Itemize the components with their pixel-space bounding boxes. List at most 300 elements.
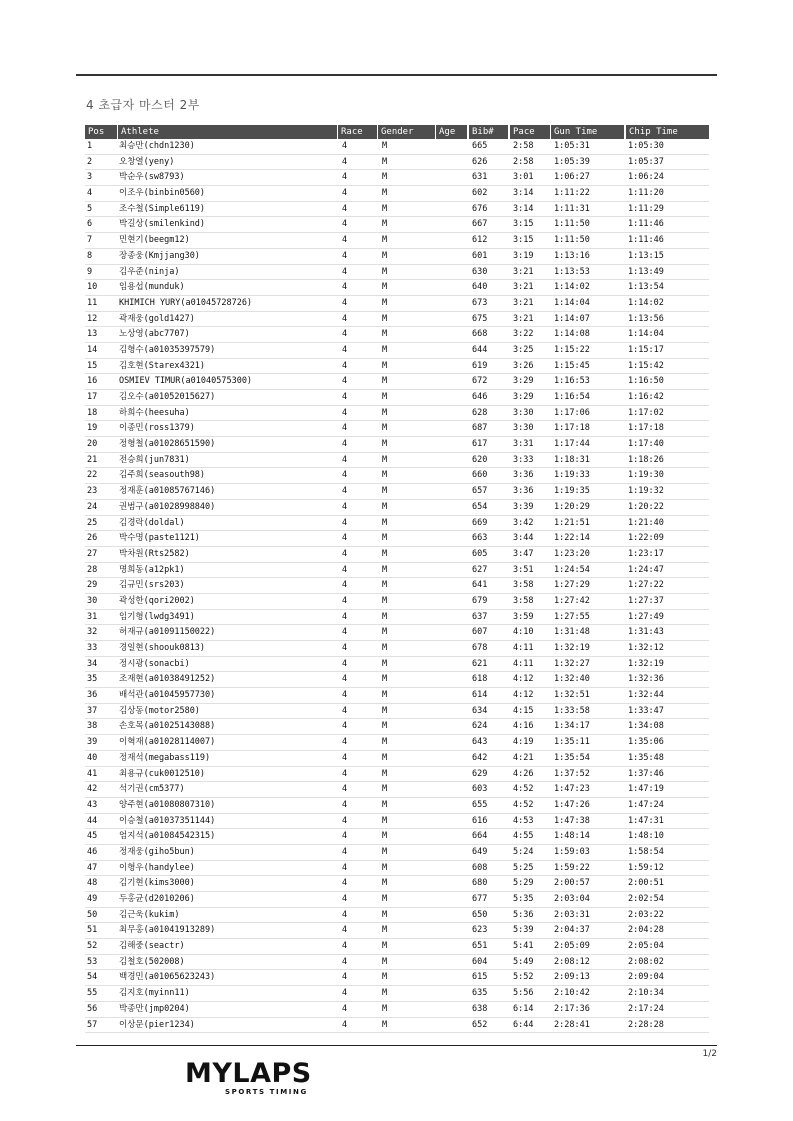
athlete-cell: 김오수(a01052015627) — [119, 392, 216, 402]
race-cell: 4 — [342, 486, 348, 497]
gun-time-cell: 1:22:14 — [554, 533, 590, 544]
gun-time-cell: 1:06:27 — [554, 172, 590, 183]
pos-cell: 20 — [87, 439, 98, 450]
pace-cell: 3:22 — [513, 329, 534, 340]
pace-cell: 5:41 — [513, 941, 534, 952]
athlete-cell: 박종만(jmp0204) — [119, 1003, 190, 1014]
chip-time-cell: 1:11:46 — [628, 235, 664, 246]
race-cell: 4 — [342, 1003, 348, 1014]
table-row — [85, 798, 709, 814]
gender-cell: M — [382, 486, 388, 497]
gun-time-cell: 1:33:58 — [554, 705, 590, 716]
pos-cell: 18 — [87, 407, 98, 418]
pace-cell: 4:10 — [513, 627, 534, 638]
pos-cell: 41 — [87, 768, 98, 779]
table-row — [85, 155, 709, 171]
chip-time-cell: 1:32:19 — [628, 658, 664, 669]
bib-cell: 631 — [472, 172, 488, 183]
gun-time-cell: 1:47:38 — [554, 815, 590, 826]
athlete-cell: 이조우(binbin0560) — [119, 188, 206, 199]
gender-cell: M — [382, 925, 388, 936]
chip-time-cell: 1:19:32 — [628, 486, 664, 497]
chip-time-cell: 1:11:46 — [628, 219, 664, 230]
bib-cell: 619 — [472, 360, 488, 371]
gender-cell: M — [382, 878, 388, 889]
gun-time-cell: 1:11:50 — [554, 235, 590, 246]
pace-cell: 4:52 — [513, 799, 534, 810]
gun-time-cell: 1:27:55 — [554, 611, 590, 622]
gun-time-cell: 1:21:51 — [554, 517, 590, 528]
chip-time-cell: 1:21:40 — [628, 517, 664, 528]
athlete-cell: 최승만(chdn1230) — [119, 141, 195, 151]
chip-time-cell: 1:32:12 — [628, 643, 664, 653]
gender-cell: M — [382, 250, 388, 261]
bib-cell: 641 — [472, 580, 488, 591]
table-row — [85, 861, 709, 877]
gender-cell: M — [382, 988, 388, 999]
race-cell: 4 — [342, 878, 348, 889]
athlete-cell: 양주현(a01080807310) — [119, 799, 216, 810]
logo-tagline: SPORTS TIMING — [225, 1088, 308, 1096]
chip-time-cell: 1:17:40 — [628, 439, 664, 450]
athlete-cell: 김상동(motor2580) — [119, 705, 200, 716]
athlete-cell: 권범구(a01028998840) — [119, 501, 216, 512]
gun-time-cell: 1:18:31 — [554, 454, 590, 465]
bib-cell: 650 — [472, 909, 488, 920]
bib-cell: 612 — [472, 235, 488, 246]
gender-cell: M — [382, 894, 388, 904]
athlete-cell: 배석관(a01045957730) — [119, 690, 216, 701]
bib-cell: 614 — [472, 690, 488, 701]
athlete-cell: 노상영(abc7707) — [119, 329, 190, 340]
bib-cell: 623 — [472, 925, 488, 936]
table-row — [85, 327, 709, 343]
chip-time-cell: 1:59:12 — [628, 862, 664, 873]
race-cell: 4 — [342, 721, 348, 732]
athlete-cell: KHIMICH YURY(a01045728726) — [119, 297, 253, 308]
athlete-cell: 김해중(seactr) — [119, 941, 185, 952]
race-cell: 4 — [342, 690, 348, 701]
gun-time-cell: 1:32:27 — [554, 658, 590, 669]
bib-cell: 675 — [472, 313, 488, 324]
gender-cell: M — [382, 831, 388, 842]
pace-cell: 3:14 — [513, 203, 534, 214]
race-cell: 4 — [342, 423, 348, 434]
table-row — [85, 139, 709, 155]
chip-time-cell: 1:47:19 — [628, 784, 664, 795]
chip-time-cell: 2:08:02 — [628, 956, 664, 967]
pos-cell: 10 — [87, 282, 98, 293]
chip-time-cell: 1:34:08 — [628, 721, 664, 732]
pos-cell: 17 — [87, 392, 98, 402]
chip-time-cell: 1:16:50 — [628, 376, 664, 387]
table-row — [85, 374, 709, 390]
bib-cell: 678 — [472, 643, 488, 653]
chip-time-cell: 1:32:44 — [628, 690, 664, 701]
athlete-cell: 조재현(a01038491252) — [119, 674, 216, 685]
gun-time-cell: 1:11:22 — [554, 188, 590, 199]
table-row — [85, 845, 709, 861]
table-row — [85, 359, 709, 375]
table-row — [85, 829, 709, 845]
athlete-cell: 이승철(a01037351144) — [119, 815, 216, 826]
athlete-cell: 박길상(smilenkind) — [119, 219, 206, 230]
bib-cell: 604 — [472, 956, 488, 967]
gender-cell: M — [382, 533, 388, 544]
bib-cell: 672 — [472, 376, 488, 387]
pace-cell: 3:33 — [513, 454, 534, 465]
athlete-cell: 두홍균(d2010206) — [119, 894, 195, 904]
race-cell: 4 — [342, 1019, 348, 1030]
pos-cell: 31 — [87, 611, 98, 622]
table-row — [85, 421, 709, 437]
pace-cell: 5:49 — [513, 956, 534, 967]
bib-cell: 602 — [472, 188, 488, 199]
table-row — [85, 265, 709, 281]
race-cell: 4 — [342, 752, 348, 763]
gun-time-cell: 1:05:39 — [554, 156, 590, 167]
athlete-cell: 최용규(cuk0012510) — [119, 768, 206, 779]
pos-cell: 37 — [87, 705, 98, 716]
table-row — [85, 955, 709, 971]
table-row — [85, 296, 709, 312]
gender-cell: M — [382, 611, 388, 622]
pace-cell: 3:21 — [513, 282, 534, 293]
pace-cell: 6:44 — [513, 1019, 534, 1030]
race-cell: 4 — [342, 941, 348, 952]
race-cell: 4 — [342, 470, 348, 481]
gender-cell: M — [382, 297, 388, 308]
table-row — [85, 453, 709, 469]
athlete-cell: 엄지석(a01084542315) — [119, 831, 216, 842]
gender-cell: M — [382, 266, 388, 277]
bib-cell: 665 — [472, 141, 488, 151]
chip-time-cell: 1:35:06 — [628, 737, 664, 748]
pace-cell: 4:21 — [513, 752, 534, 763]
race-cell: 4 — [342, 909, 348, 920]
athlete-cell: 장종웅(Kmjjang30) — [119, 250, 200, 261]
bib-cell: 676 — [472, 203, 488, 214]
gender-cell: M — [382, 956, 388, 967]
gun-time-cell: 1:17:44 — [554, 439, 590, 450]
pace-cell: 5:35 — [513, 894, 534, 904]
race-cell: 4 — [342, 894, 348, 904]
athlete-cell: 이혁재(a01028114007) — [119, 737, 216, 748]
pace-cell: 4:15 — [513, 705, 534, 716]
race-cell: 4 — [342, 282, 348, 293]
pace-cell: 3:47 — [513, 548, 534, 559]
race-cell: 4 — [342, 501, 348, 512]
pace-cell: 4:52 — [513, 784, 534, 795]
pos-cell: 32 — [87, 627, 98, 638]
gun-time-cell: 1:14:02 — [554, 282, 590, 293]
gender-cell: M — [382, 203, 388, 214]
chip-time-cell: 1:27:37 — [628, 595, 664, 606]
pace-cell: 4:55 — [513, 831, 534, 842]
table-row — [85, 970, 709, 986]
pace-cell: 3:39 — [513, 501, 534, 512]
gender-cell: M — [382, 548, 388, 559]
table-row — [85, 814, 709, 830]
gender-cell: M — [382, 329, 388, 340]
gun-time-cell: 2:09:13 — [554, 972, 590, 983]
table-row — [85, 876, 709, 892]
race-cell: 4 — [342, 392, 348, 402]
race-cell: 4 — [342, 297, 348, 308]
pos-cell: 55 — [87, 988, 98, 999]
athlete-cell: 곽성한(qori2002) — [119, 595, 195, 606]
pace-cell: 3:25 — [513, 344, 534, 355]
race-cell: 4 — [342, 580, 348, 591]
race-cell: 4 — [342, 329, 348, 340]
pos-cell: 36 — [87, 690, 98, 701]
gun-time-cell: 1:13:53 — [554, 266, 590, 277]
athlete-cell: 김주희(seasouth98) — [119, 470, 206, 481]
race-cell: 4 — [342, 203, 348, 214]
athlete-cell: 정재훈(a01085767146) — [119, 486, 216, 497]
race-cell: 4 — [342, 454, 348, 465]
chip-time-cell: 1:14:04 — [628, 329, 664, 340]
race-cell: 4 — [342, 266, 348, 277]
gender-cell: M — [382, 141, 388, 151]
bib-cell: 605 — [472, 548, 488, 559]
athlete-cell: 정형철(a01028651590) — [119, 439, 216, 450]
gender-cell: M — [382, 313, 388, 324]
gun-time-cell: 2:03:04 — [554, 894, 590, 904]
column-header-bib: Bib# — [469, 125, 508, 139]
top-rule — [76, 74, 717, 76]
gender-cell: M — [382, 454, 388, 465]
table-row — [85, 939, 709, 955]
pos-cell: 2 — [87, 156, 93, 167]
pos-cell: 9 — [87, 266, 93, 277]
pos-cell: 46 — [87, 846, 98, 857]
race-cell: 4 — [342, 564, 348, 575]
gender-cell: M — [382, 439, 388, 450]
athlete-cell: 김철호(502008) — [119, 956, 185, 967]
gender-cell: M — [382, 282, 388, 293]
bib-cell: 673 — [472, 297, 488, 308]
chip-time-cell: 2:05:04 — [628, 941, 664, 952]
bib-cell: 649 — [472, 846, 488, 857]
column-header-gender: Gender — [378, 125, 435, 139]
chip-time-cell: 2:28:28 — [628, 1019, 664, 1030]
pace-cell: 4:26 — [513, 768, 534, 779]
pos-cell: 13 — [87, 329, 98, 340]
race-cell: 4 — [342, 376, 348, 387]
pace-cell: 4:16 — [513, 721, 534, 732]
race-cell: 4 — [342, 219, 348, 230]
pace-cell: 5:29 — [513, 878, 534, 889]
bib-cell: 687 — [472, 423, 488, 434]
gun-time-cell: 2:17:36 — [554, 1003, 590, 1014]
gun-time-cell: 1:47:23 — [554, 784, 590, 795]
pos-cell: 24 — [87, 501, 98, 512]
table-row — [85, 233, 709, 249]
pace-cell: 3:30 — [513, 407, 534, 418]
chip-time-cell: 1:33:47 — [628, 705, 664, 716]
athlete-cell: 박순우(sw8793) — [119, 172, 185, 183]
gun-time-cell: 1:37:52 — [554, 768, 590, 779]
table-row — [85, 547, 709, 563]
table-row — [85, 217, 709, 233]
pace-cell: 3:21 — [513, 297, 534, 308]
pos-cell: 50 — [87, 909, 98, 920]
pace-cell: 5:36 — [513, 909, 534, 920]
chip-time-cell: 1:35:48 — [628, 752, 664, 763]
race-cell: 4 — [342, 784, 348, 795]
race-cell: 4 — [342, 439, 348, 450]
pos-cell: 16 — [87, 376, 98, 387]
gender-cell: M — [382, 941, 388, 952]
race-cell: 4 — [342, 313, 348, 324]
gender-cell: M — [382, 1003, 388, 1014]
gender-cell: M — [382, 752, 388, 763]
pos-cell: 56 — [87, 1003, 98, 1014]
pos-cell: 40 — [87, 752, 98, 763]
table-row — [85, 500, 709, 516]
race-cell: 4 — [342, 250, 348, 261]
pos-cell: 53 — [87, 956, 98, 967]
chip-time-cell: 1:14:02 — [628, 297, 664, 308]
pos-cell: 5 — [87, 203, 93, 214]
pos-cell: 4 — [87, 188, 93, 199]
table-row — [85, 610, 709, 626]
gun-time-cell: 1:11:31 — [554, 203, 590, 214]
pace-cell: 3:31 — [513, 439, 534, 450]
pos-cell: 25 — [87, 517, 98, 528]
gender-cell: M — [382, 768, 388, 779]
athlete-cell: 허재규(a01091150022) — [119, 627, 216, 638]
gun-time-cell: 1:16:54 — [554, 392, 590, 402]
pos-cell: 29 — [87, 580, 98, 591]
chip-time-cell: 1:17:18 — [628, 423, 664, 434]
athlete-cell: 이형우(handylee) — [119, 862, 195, 873]
pace-cell: 3:30 — [513, 423, 534, 434]
pos-cell: 42 — [87, 784, 98, 795]
pace-cell: 2:58 — [513, 141, 534, 151]
pos-cell: 49 — [87, 894, 98, 904]
race-cell: 4 — [342, 235, 348, 246]
table-row — [85, 986, 709, 1002]
table-row — [85, 170, 709, 186]
chip-time-cell: 2:04:28 — [628, 925, 664, 936]
race-cell: 4 — [342, 831, 348, 842]
pace-cell: 3:44 — [513, 533, 534, 544]
table-row — [85, 704, 709, 720]
column-header-pos: Pos — [85, 125, 117, 139]
race-cell: 4 — [342, 705, 348, 716]
table-row — [85, 531, 709, 547]
table-row — [85, 767, 709, 783]
gender-cell: M — [382, 407, 388, 418]
bib-cell: 642 — [472, 752, 488, 763]
pos-cell: 47 — [87, 862, 98, 873]
gender-cell: M — [382, 392, 388, 402]
table-row — [85, 249, 709, 265]
race-cell: 4 — [342, 156, 348, 167]
table-row — [85, 1018, 709, 1034]
pace-cell: 3:15 — [513, 219, 534, 230]
pace-cell: 3:01 — [513, 172, 534, 183]
athlete-cell: 곽재웅(gold1427) — [119, 313, 195, 324]
gun-time-cell: 1:31:48 — [554, 627, 590, 638]
pace-cell: 3:29 — [513, 376, 534, 387]
pace-cell: 3:19 — [513, 250, 534, 261]
column-header-race: Race — [338, 125, 377, 139]
chip-time-cell: 1:15:17 — [628, 344, 664, 355]
race-cell: 4 — [342, 548, 348, 559]
race-cell: 4 — [342, 533, 348, 544]
chip-time-cell: 1:13:49 — [628, 266, 664, 277]
gender-cell: M — [382, 627, 388, 638]
pace-cell: 4:19 — [513, 737, 534, 748]
gun-time-cell: 2:08:12 — [554, 956, 590, 967]
bib-cell: 651 — [472, 941, 488, 952]
column-header-age: Age — [436, 125, 467, 139]
gender-cell: M — [382, 595, 388, 606]
bib-cell: 643 — [472, 737, 488, 748]
athlete-cell: 김형수(a01035397579) — [119, 344, 216, 355]
race-cell: 4 — [342, 956, 348, 967]
athlete-cell: 최무홍(a01041913289) — [119, 925, 216, 936]
pos-cell: 1 — [87, 141, 93, 151]
chip-time-cell: 1:15:42 — [628, 360, 664, 371]
race-cell: 4 — [342, 674, 348, 685]
athlete-cell: 박수명(paste1121) — [119, 533, 200, 544]
gender-cell: M — [382, 423, 388, 434]
chip-time-cell: 1:11:29 — [628, 203, 664, 214]
table-row — [85, 751, 709, 767]
bib-cell: 664 — [472, 831, 488, 842]
athlete-cell: OSMIEV TIMUR(a01040575300) — [119, 376, 253, 387]
gender-cell: M — [382, 721, 388, 732]
athlete-cell: 석기권(cm5377) — [119, 784, 185, 795]
athlete-cell: 이상문(pier1234) — [119, 1019, 195, 1030]
athlete-cell: 조수철(Simple6119) — [119, 203, 206, 214]
pace-cell: 4:11 — [513, 643, 534, 653]
logo-brand: MYLAPS — [185, 1058, 312, 1089]
pos-cell: 14 — [87, 344, 98, 355]
chip-time-cell: 1:32:36 — [628, 674, 664, 685]
athlete-cell: 김우준(ninja) — [119, 266, 180, 277]
table-row — [85, 468, 709, 484]
pace-cell: 5:39 — [513, 925, 534, 936]
pace-cell: 4:12 — [513, 690, 534, 701]
bib-cell: 629 — [472, 768, 488, 779]
gun-time-cell: 1:19:35 — [554, 486, 590, 497]
bib-cell: 663 — [472, 533, 488, 544]
table-row — [85, 484, 709, 500]
column-header-pace: Pace — [510, 125, 550, 139]
race-cell: 4 — [342, 407, 348, 418]
pace-cell: 6:14 — [513, 1003, 534, 1014]
table-row — [85, 782, 709, 798]
race-cell: 4 — [342, 737, 348, 748]
gun-time-cell: 1:32:51 — [554, 690, 590, 701]
bib-cell: 638 — [472, 1003, 488, 1014]
bib-cell: 680 — [472, 878, 488, 889]
table-row — [85, 563, 709, 579]
table-row — [85, 202, 709, 218]
pos-cell: 22 — [87, 470, 98, 481]
athlete-cell: 이종민(ross1379) — [119, 423, 195, 434]
pace-cell: 3:42 — [513, 517, 534, 528]
table-row — [85, 516, 709, 532]
pos-cell: 3 — [87, 172, 93, 183]
gun-time-cell: 2:05:09 — [554, 941, 590, 952]
race-cell: 4 — [342, 172, 348, 183]
